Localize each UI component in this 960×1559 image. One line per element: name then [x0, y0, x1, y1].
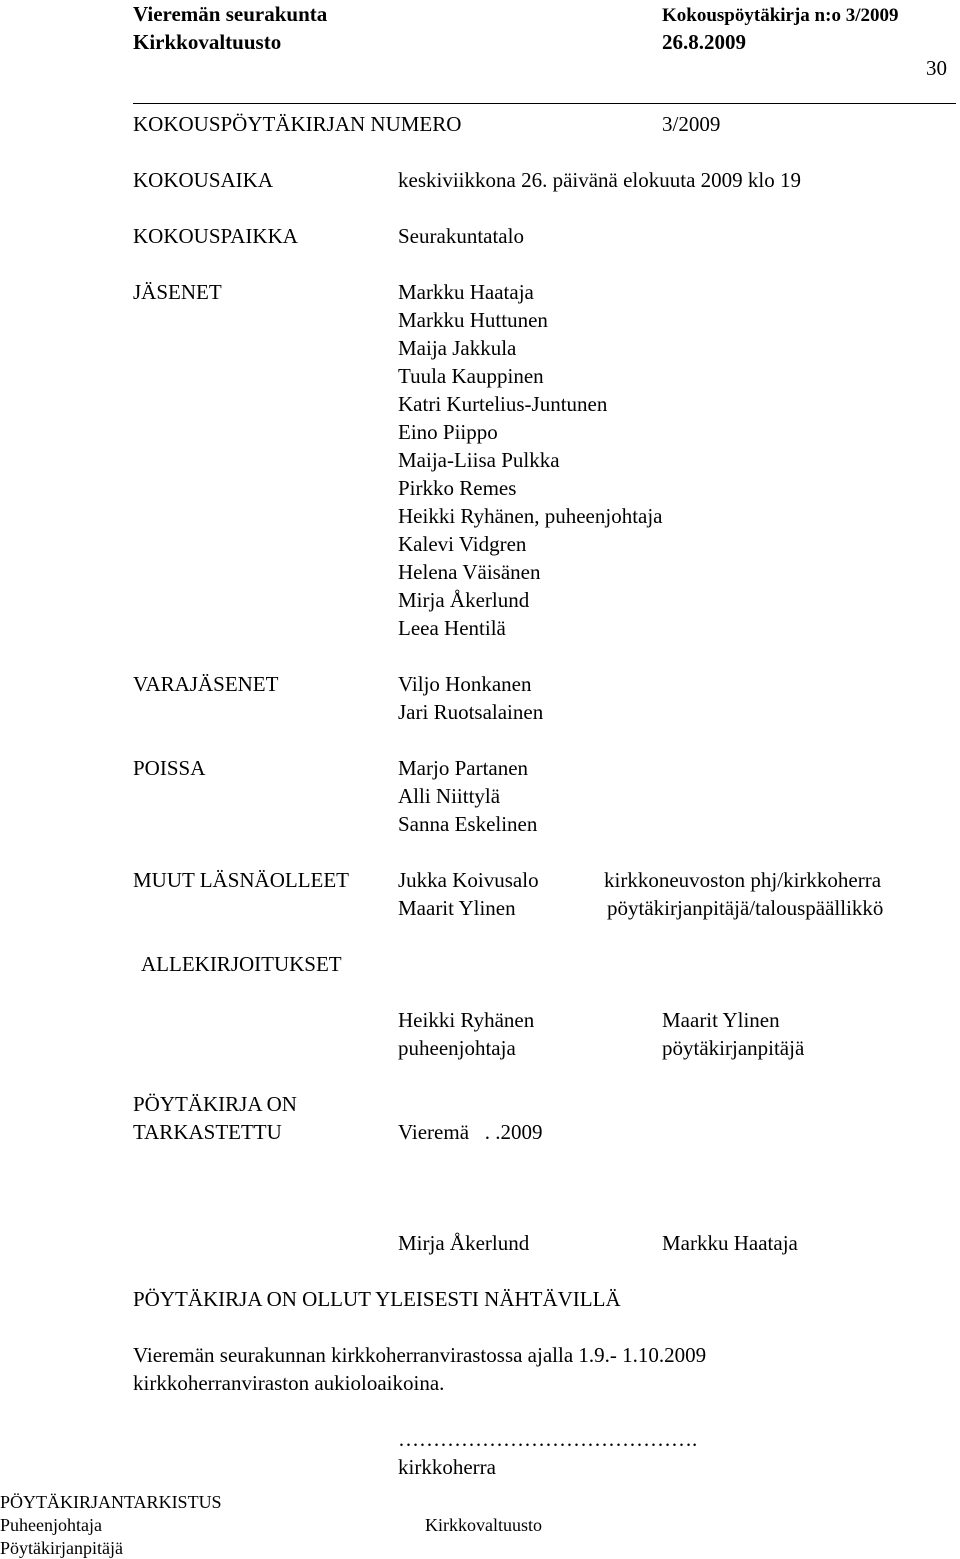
header-body: Kirkkovaltuusto [133, 30, 282, 54]
footer-body: Kirkkovaltuusto [425, 1515, 542, 1535]
absent-name: Marjo Partanen [398, 756, 529, 780]
members-list [398, 278, 663, 642]
header-org: Vieremän seurakunta [133, 2, 328, 26]
signature-right-name: Maarit Ylinen [662, 1008, 780, 1032]
deputy-name: Viljo Honkanen [398, 672, 532, 696]
absent-list [398, 754, 537, 838]
checker-left: Mirja Åkerlund [398, 1231, 530, 1255]
member-name: Pirkko Remes [398, 476, 517, 500]
meeting-place-value: Seurakuntatalo [398, 224, 524, 248]
footer-line2: Puheenjohtaja [0, 1515, 102, 1535]
member-name: Markku Huttunen [398, 308, 548, 332]
other-role: pöytäkirjanpitäjä/talouspäällikkö [607, 896, 884, 920]
public-notice-heading: PÖYTÄKIRJA ON OLLUT YLEISESTI NÄHTÄVILLÄ [133, 1287, 621, 1311]
member-name: Katri Kurtelius-Juntunen [398, 392, 608, 416]
member-name: Markku Haataja [398, 280, 534, 304]
header-date: 26.8.2009 [662, 30, 746, 54]
meeting-time-value: keskiviikkona 26. päivänä elokuuta 2009 klo 19 [398, 168, 802, 192]
other-role: kirkkoneuvoston phj/kirkkoherra [604, 868, 882, 892]
member-name: Maija Jakkula [398, 336, 517, 360]
signature-left-role: puheenjohtaja [398, 1036, 516, 1060]
title-label: KOKOUSPÖYTÄKIRJAN NUMERO [133, 112, 462, 136]
footer-line3: Pöytäkirjanpitäjä [0, 1538, 123, 1558]
others-label: MUUT LÄSNÄOLLEET [133, 868, 350, 892]
checker-right: Markku Haataja [662, 1231, 798, 1255]
title-value: 3/2009 [662, 112, 721, 136]
meeting-place-label: KOKOUSPAIKKA [133, 224, 298, 248]
member-name: Leea Hentilä [398, 616, 506, 640]
deputies-list [398, 670, 543, 726]
public-notice-signer: kirkkoherra [398, 1455, 496, 1479]
member-name: Tuula Kauppinen [398, 364, 544, 388]
checked-label-line2: TARKASTETTU [133, 1120, 282, 1144]
member-name: Kalevi Vidgren [398, 532, 527, 556]
other-name: Maarit Ylinen [398, 896, 516, 920]
members-label: JÄSENET [133, 280, 222, 304]
other-name: Jukka Koivusalo [398, 868, 539, 892]
deputy-name: Jari Ruotsalainen [398, 700, 544, 724]
meeting-time-label: KOKOUSAIKA [133, 168, 273, 192]
deputies-label: VARAJÄSENET [133, 672, 279, 696]
member-name: Heikki Ryhänen, puheenjohtaja [398, 504, 663, 528]
signature-left-name: Heikki Ryhänen [398, 1008, 535, 1032]
member-name: Mirja Åkerlund [398, 588, 530, 612]
page-number: 30 [926, 56, 947, 80]
public-notice-line1: Vieremän seurakunnan kirkkoherranvirastossa ajalla 1.9.- 1.10.2009 [133, 1343, 707, 1367]
absent-label: POISSA [133, 756, 206, 780]
signature-dots: ……………………………………. [398, 1427, 698, 1451]
footer-line1: PÖYTÄKIRJANTARKISTUS [0, 1492, 222, 1512]
checked-place-date: Vieremä . .2009 [398, 1120, 543, 1144]
header-doc-ref: Kokouspöytäkirja n:o 3/2009 [662, 5, 899, 26]
checked-label-line1: PÖYTÄKIRJA ON [133, 1092, 297, 1116]
signatures-label: ALLEKIRJOITUKSET [141, 952, 342, 976]
absent-name: Alli Niittylä [398, 784, 501, 808]
member-name: Maija-Liisa Pulkka [398, 448, 560, 472]
header-rule [133, 103, 956, 104]
member-name: Helena Väisänen [398, 560, 541, 584]
member-name: Eino Piippo [398, 420, 498, 444]
public-notice-line2: kirkkoherranviraston aukioloaikoina. [133, 1371, 445, 1395]
absent-name: Sanna Eskelinen [398, 812, 538, 836]
signature-right-role: pöytäkirjanpitäjä [662, 1036, 805, 1060]
